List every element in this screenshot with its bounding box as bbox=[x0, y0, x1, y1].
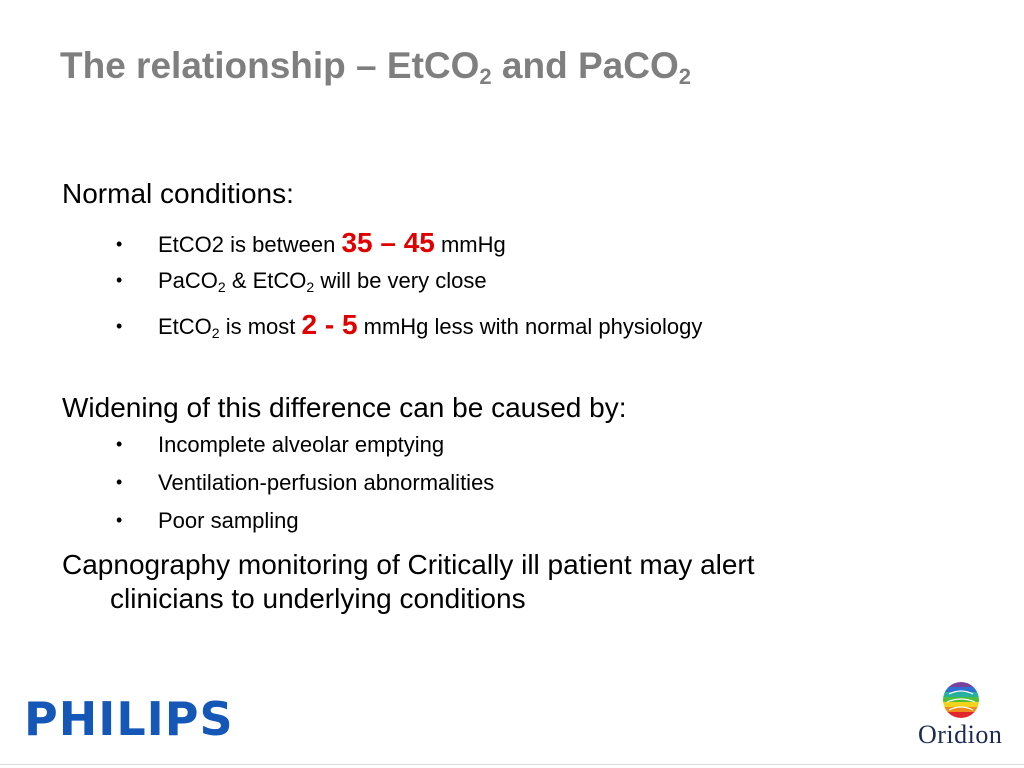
difference-highlight: 2 - 5 bbox=[301, 309, 358, 340]
philips-logo: PHILIPS bbox=[24, 692, 234, 746]
bullet-dot: • bbox=[116, 510, 123, 530]
title-sub-1: 2 bbox=[479, 64, 492, 89]
closing-line-1: Capnography monitoring of Critically ill patient may alert bbox=[62, 549, 755, 580]
bullet-dot: • bbox=[116, 434, 123, 454]
bullet-paco2-close bbox=[116, 268, 487, 294]
title-text-main: The relationship – EtCO bbox=[60, 45, 480, 86]
bullet-dot: • bbox=[116, 234, 123, 254]
bullet-dot: • bbox=[116, 270, 123, 290]
bullet-text-pre: EtCO2 is between bbox=[158, 232, 342, 257]
closing-line-2: clinicians to underlying conditions bbox=[110, 582, 526, 614]
list-item-text: Poor sampling bbox=[158, 508, 299, 533]
list-item-text: Ventilation-perfusion abnormalities bbox=[158, 470, 495, 495]
list-item-text: Incomplete alveolar emptying bbox=[158, 432, 445, 457]
title-sub-2: 2 bbox=[678, 64, 692, 89]
bullet-etco2-less bbox=[116, 308, 702, 342]
subscript: 2 bbox=[306, 279, 315, 295]
bullet-dot: • bbox=[116, 472, 123, 492]
bullet-dot: • bbox=[116, 316, 123, 336]
range-highlight: 35 – 45 bbox=[341, 227, 435, 258]
widening-heading: Widening of this difference can be caused by: bbox=[62, 392, 627, 423]
list-item bbox=[116, 470, 494, 496]
slide-title bbox=[60, 46, 691, 87]
bullet-text: & EtCO bbox=[225, 268, 307, 293]
footer-divider bbox=[0, 764, 1024, 765]
oridion-globe-icon bbox=[941, 680, 981, 720]
subscript: 2 bbox=[211, 325, 220, 341]
bullet-text: mmHg less with normal physiology bbox=[357, 314, 703, 339]
list-item bbox=[116, 508, 299, 534]
subscript: 2 bbox=[217, 279, 226, 295]
bullet-etco2-range bbox=[116, 226, 506, 260]
closing-paragraph bbox=[62, 548, 962, 615]
bullet-text: EtCO bbox=[158, 314, 212, 339]
oridion-logo-text: Oridion bbox=[918, 720, 1003, 749]
list-item bbox=[116, 432, 444, 458]
title-text-mid: and PaCO bbox=[491, 45, 679, 86]
bullet-text: PaCO bbox=[158, 268, 218, 293]
bullet-text: is most bbox=[219, 314, 302, 339]
bullet-text-post: mmHg bbox=[434, 232, 506, 257]
bullet-text: will be very close bbox=[314, 268, 487, 293]
normal-conditions-heading: Normal conditions: bbox=[62, 178, 294, 209]
